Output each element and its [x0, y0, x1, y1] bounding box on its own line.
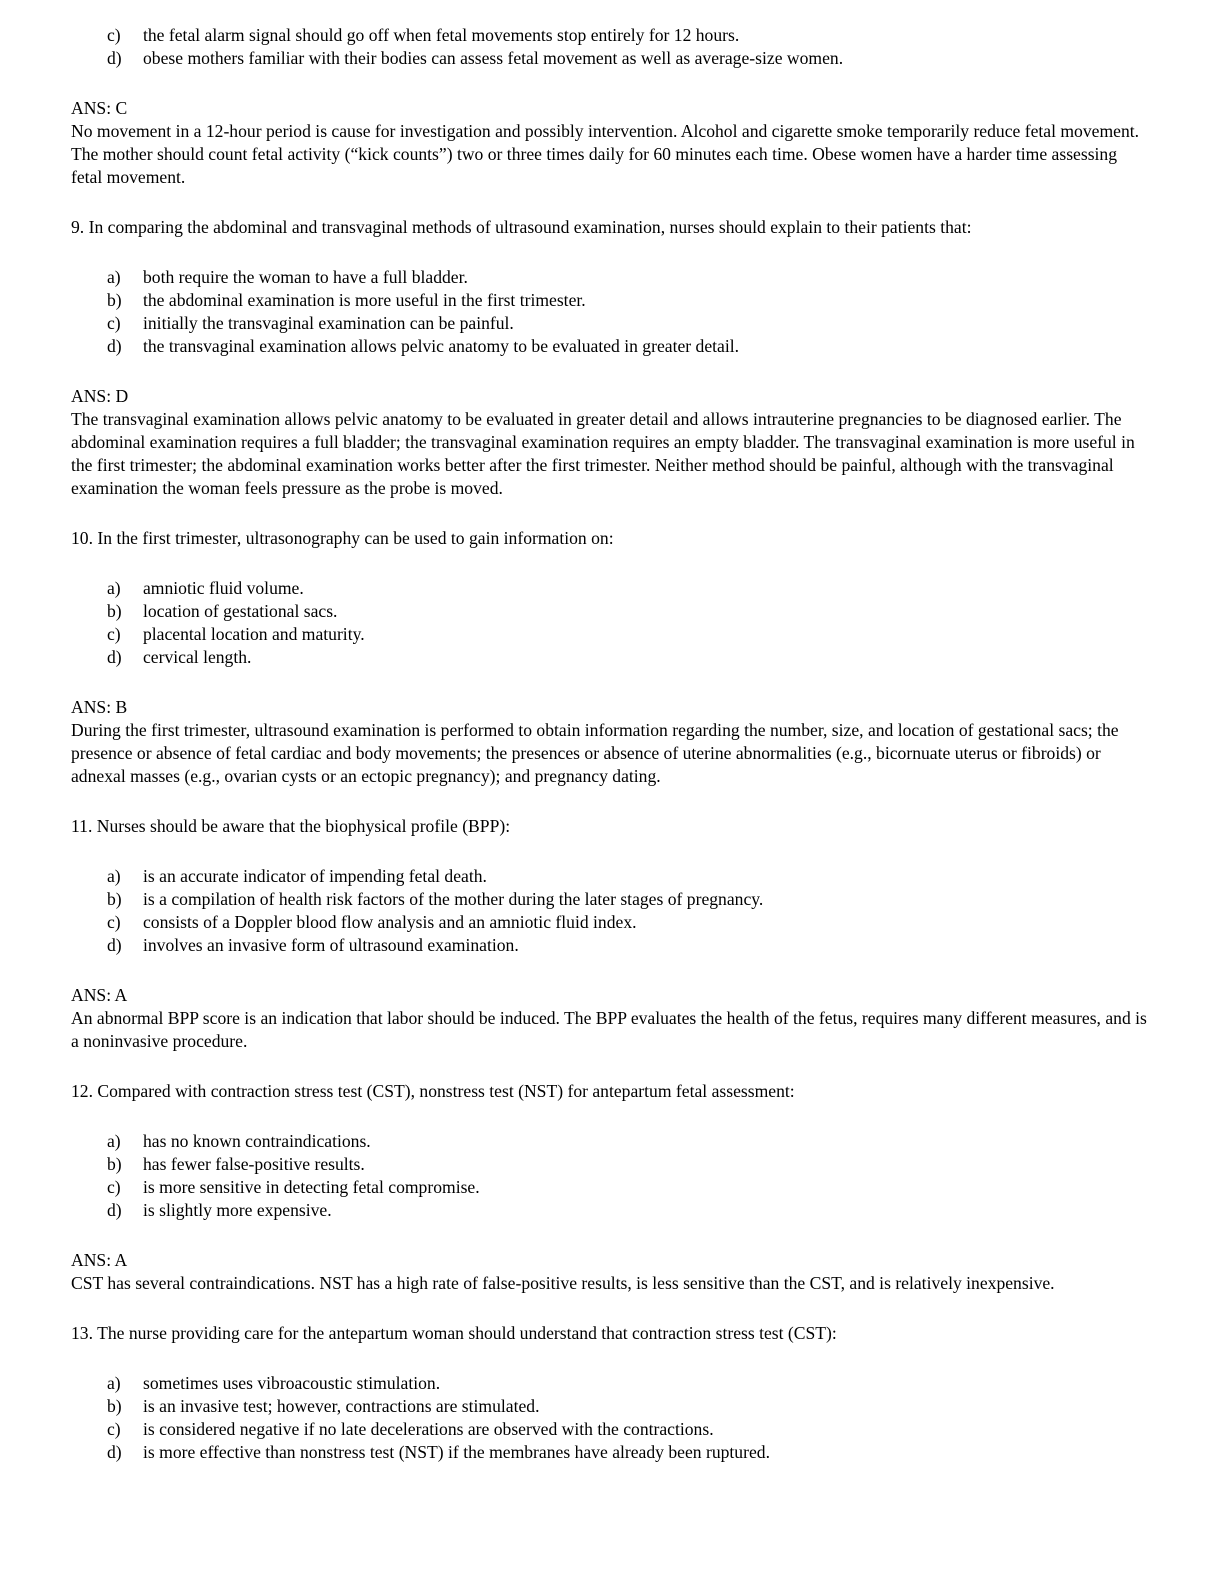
option-letter: a): [107, 578, 121, 598]
option-letter: c): [107, 25, 121, 45]
answer-label: ANS: A: [71, 985, 128, 1005]
option-b: [71, 289, 1151, 312]
question-stem: 12. Compared with contraction stress test (CST), nonstress test (NST) for antepartum fetal assessment:: [71, 1081, 795, 1101]
option-text: is a compilation of health risk factors of the mother during the later stages of pregnancy.: [143, 889, 764, 909]
option-text: cervical length.: [143, 647, 252, 667]
option-letter: d): [107, 48, 122, 68]
option-d: [71, 1199, 1151, 1222]
answer-rationale: CST has several contraindications. NST has a high rate of false-positive results, is less sensitive than the CST, and is relatively inexpensive.: [71, 1273, 1055, 1293]
option-text: the abdominal examination is more useful in the first trimester.: [143, 290, 586, 310]
answer-label: ANS: A: [71, 1250, 128, 1270]
answer-label: ANS: C: [71, 98, 128, 118]
option-text: has no known contraindications.: [143, 1131, 371, 1151]
options-list-q9: [71, 266, 1151, 358]
option-c: [71, 1176, 1151, 1199]
option-c: [71, 623, 1151, 646]
option-letter: b): [107, 1396, 122, 1416]
option-text: location of gestational sacs.: [143, 601, 338, 621]
option-letter: d): [107, 336, 122, 356]
option-letter: d): [107, 1442, 122, 1462]
option-text: placental location and maturity.: [143, 624, 365, 644]
option-b: [71, 1395, 1151, 1418]
option-text: initially the transvaginal examination can be painful.: [143, 313, 514, 333]
option-d: [71, 1441, 1151, 1464]
option-letter: c): [107, 624, 121, 644]
option-text: is an invasive test; however, contractions are stimulated.: [143, 1396, 540, 1416]
option-letter: c): [107, 313, 121, 333]
option-text: has fewer false-positive results.: [143, 1154, 365, 1174]
option-letter: d): [107, 647, 122, 667]
option-a: [71, 1372, 1151, 1395]
answer-rationale: During the first trimester, ultrasound examination is performed to obtain information regarding the number, size, and location of gestational sacs; the presence or absence of fetal cardiac and body movements; the presences or absence of uterine abnormalities (e.g., bicornuate uterus or fibroids) or adnexal masses (e.g., ovarian cysts or an ectopic pregnancy); and pregnancy dating.: [71, 720, 1119, 786]
option-letter: c): [107, 1177, 121, 1197]
option-b: [71, 888, 1151, 911]
option-text: the fetal alarm signal should go off when fetal movements stop entirely for 12 hours.: [143, 25, 740, 45]
options-list-q12: [71, 1130, 1151, 1222]
option-letter: b): [107, 1154, 122, 1174]
option-text: amniotic fluid volume.: [143, 578, 304, 598]
options-list-q8: [71, 24, 1151, 70]
answer-rationale: No movement in a 12-hour period is cause for investigation and possibly intervention. Alcohol and cigarette smoke temporarily reduce fetal movement. The mother should count fetal activity (“kick counts”) two or three times daily for 60 minutes each time. Obese women have a harder time assessing fetal movement.: [71, 121, 1140, 187]
question-stem: 13. The nurse providing care for the antepartum woman should understand that contraction stress test (CST):: [71, 1323, 837, 1343]
option-text: sometimes uses vibroacoustic stimulation.: [143, 1373, 441, 1393]
option-a: [71, 266, 1151, 289]
option-text: consists of a Doppler blood flow analysis and an amniotic fluid index.: [143, 912, 637, 932]
option-d: [71, 335, 1151, 358]
option-text: is more effective than nonstress test (NST) if the membranes have already been ruptured.: [143, 1442, 770, 1462]
option-letter: c): [107, 912, 121, 932]
answer-rationale: The transvaginal examination allows pelvic anatomy to be evaluated in greater detail and allows intrauterine pregnancies to be diagnosed earlier. The abdominal examination requires a full bladder; the transvaginal examination requires an empty bladder. The transvaginal examination is more useful in the first trimester; the abdominal examination works better after the first trimester. Neither method should be painful, although with the transvaginal examination the woman feels pressure as the probe is moved.: [71, 409, 1135, 498]
option-letter: b): [107, 290, 122, 310]
options-list-q11: [71, 865, 1151, 957]
option-letter: c): [107, 1419, 121, 1439]
option-letter: a): [107, 267, 121, 287]
question-stem: 11. Nurses should be aware that the biophysical profile (BPP):: [71, 816, 511, 836]
answer-rationale: An abnormal BPP score is an indication that labor should be induced. The BPP evaluates the health of the fetus, requires many different measures, and is a noninvasive procedure.: [71, 1008, 1147, 1051]
option-text: is considered negative if no late decelerations are observed with the contractions.: [143, 1419, 714, 1439]
question-stem: 10. In the first trimester, ultrasonography can be used to gain information on:: [71, 528, 614, 548]
option-text: is more sensitive in detecting fetal compromise.: [143, 1177, 480, 1197]
option-a: [71, 577, 1151, 600]
options-list-q13: [71, 1372, 1151, 1464]
option-text: both require the woman to have a full bladder.: [143, 267, 468, 287]
option-c: [71, 24, 1151, 47]
option-c: [71, 911, 1151, 934]
option-letter: d): [107, 1200, 122, 1220]
option-d: [71, 646, 1151, 669]
option-text: the transvaginal examination allows pelvic anatomy to be evaluated in greater detail.: [143, 336, 740, 356]
option-letter: a): [107, 1131, 121, 1151]
answer-label: ANS: D: [71, 386, 129, 406]
option-letter: b): [107, 889, 122, 909]
option-letter: d): [107, 935, 122, 955]
option-text: obese mothers familiar with their bodies can assess fetal movement as well as average-size women.: [143, 48, 844, 68]
option-text: involves an invasive form of ultrasound examination.: [143, 935, 519, 955]
option-d: [71, 934, 1151, 957]
option-letter: a): [107, 1373, 121, 1393]
option-b: [71, 600, 1151, 623]
option-a: [71, 1130, 1151, 1153]
option-text: is an accurate indicator of impending fetal death.: [143, 866, 487, 886]
question-stem: 9. In comparing the abdominal and transvaginal methods of ultrasound examination, nurses should explain to their patients that:: [71, 217, 972, 237]
document-page: [71, 24, 1151, 1464]
option-text: is slightly more expensive.: [143, 1200, 332, 1220]
options-list-q10: [71, 577, 1151, 669]
option-c: [71, 1418, 1151, 1441]
option-d: [71, 47, 1151, 70]
option-letter: a): [107, 866, 121, 886]
option-b: [71, 1153, 1151, 1176]
option-letter: b): [107, 601, 122, 621]
option-a: [71, 865, 1151, 888]
option-c: [71, 312, 1151, 335]
answer-label: ANS: B: [71, 697, 128, 717]
